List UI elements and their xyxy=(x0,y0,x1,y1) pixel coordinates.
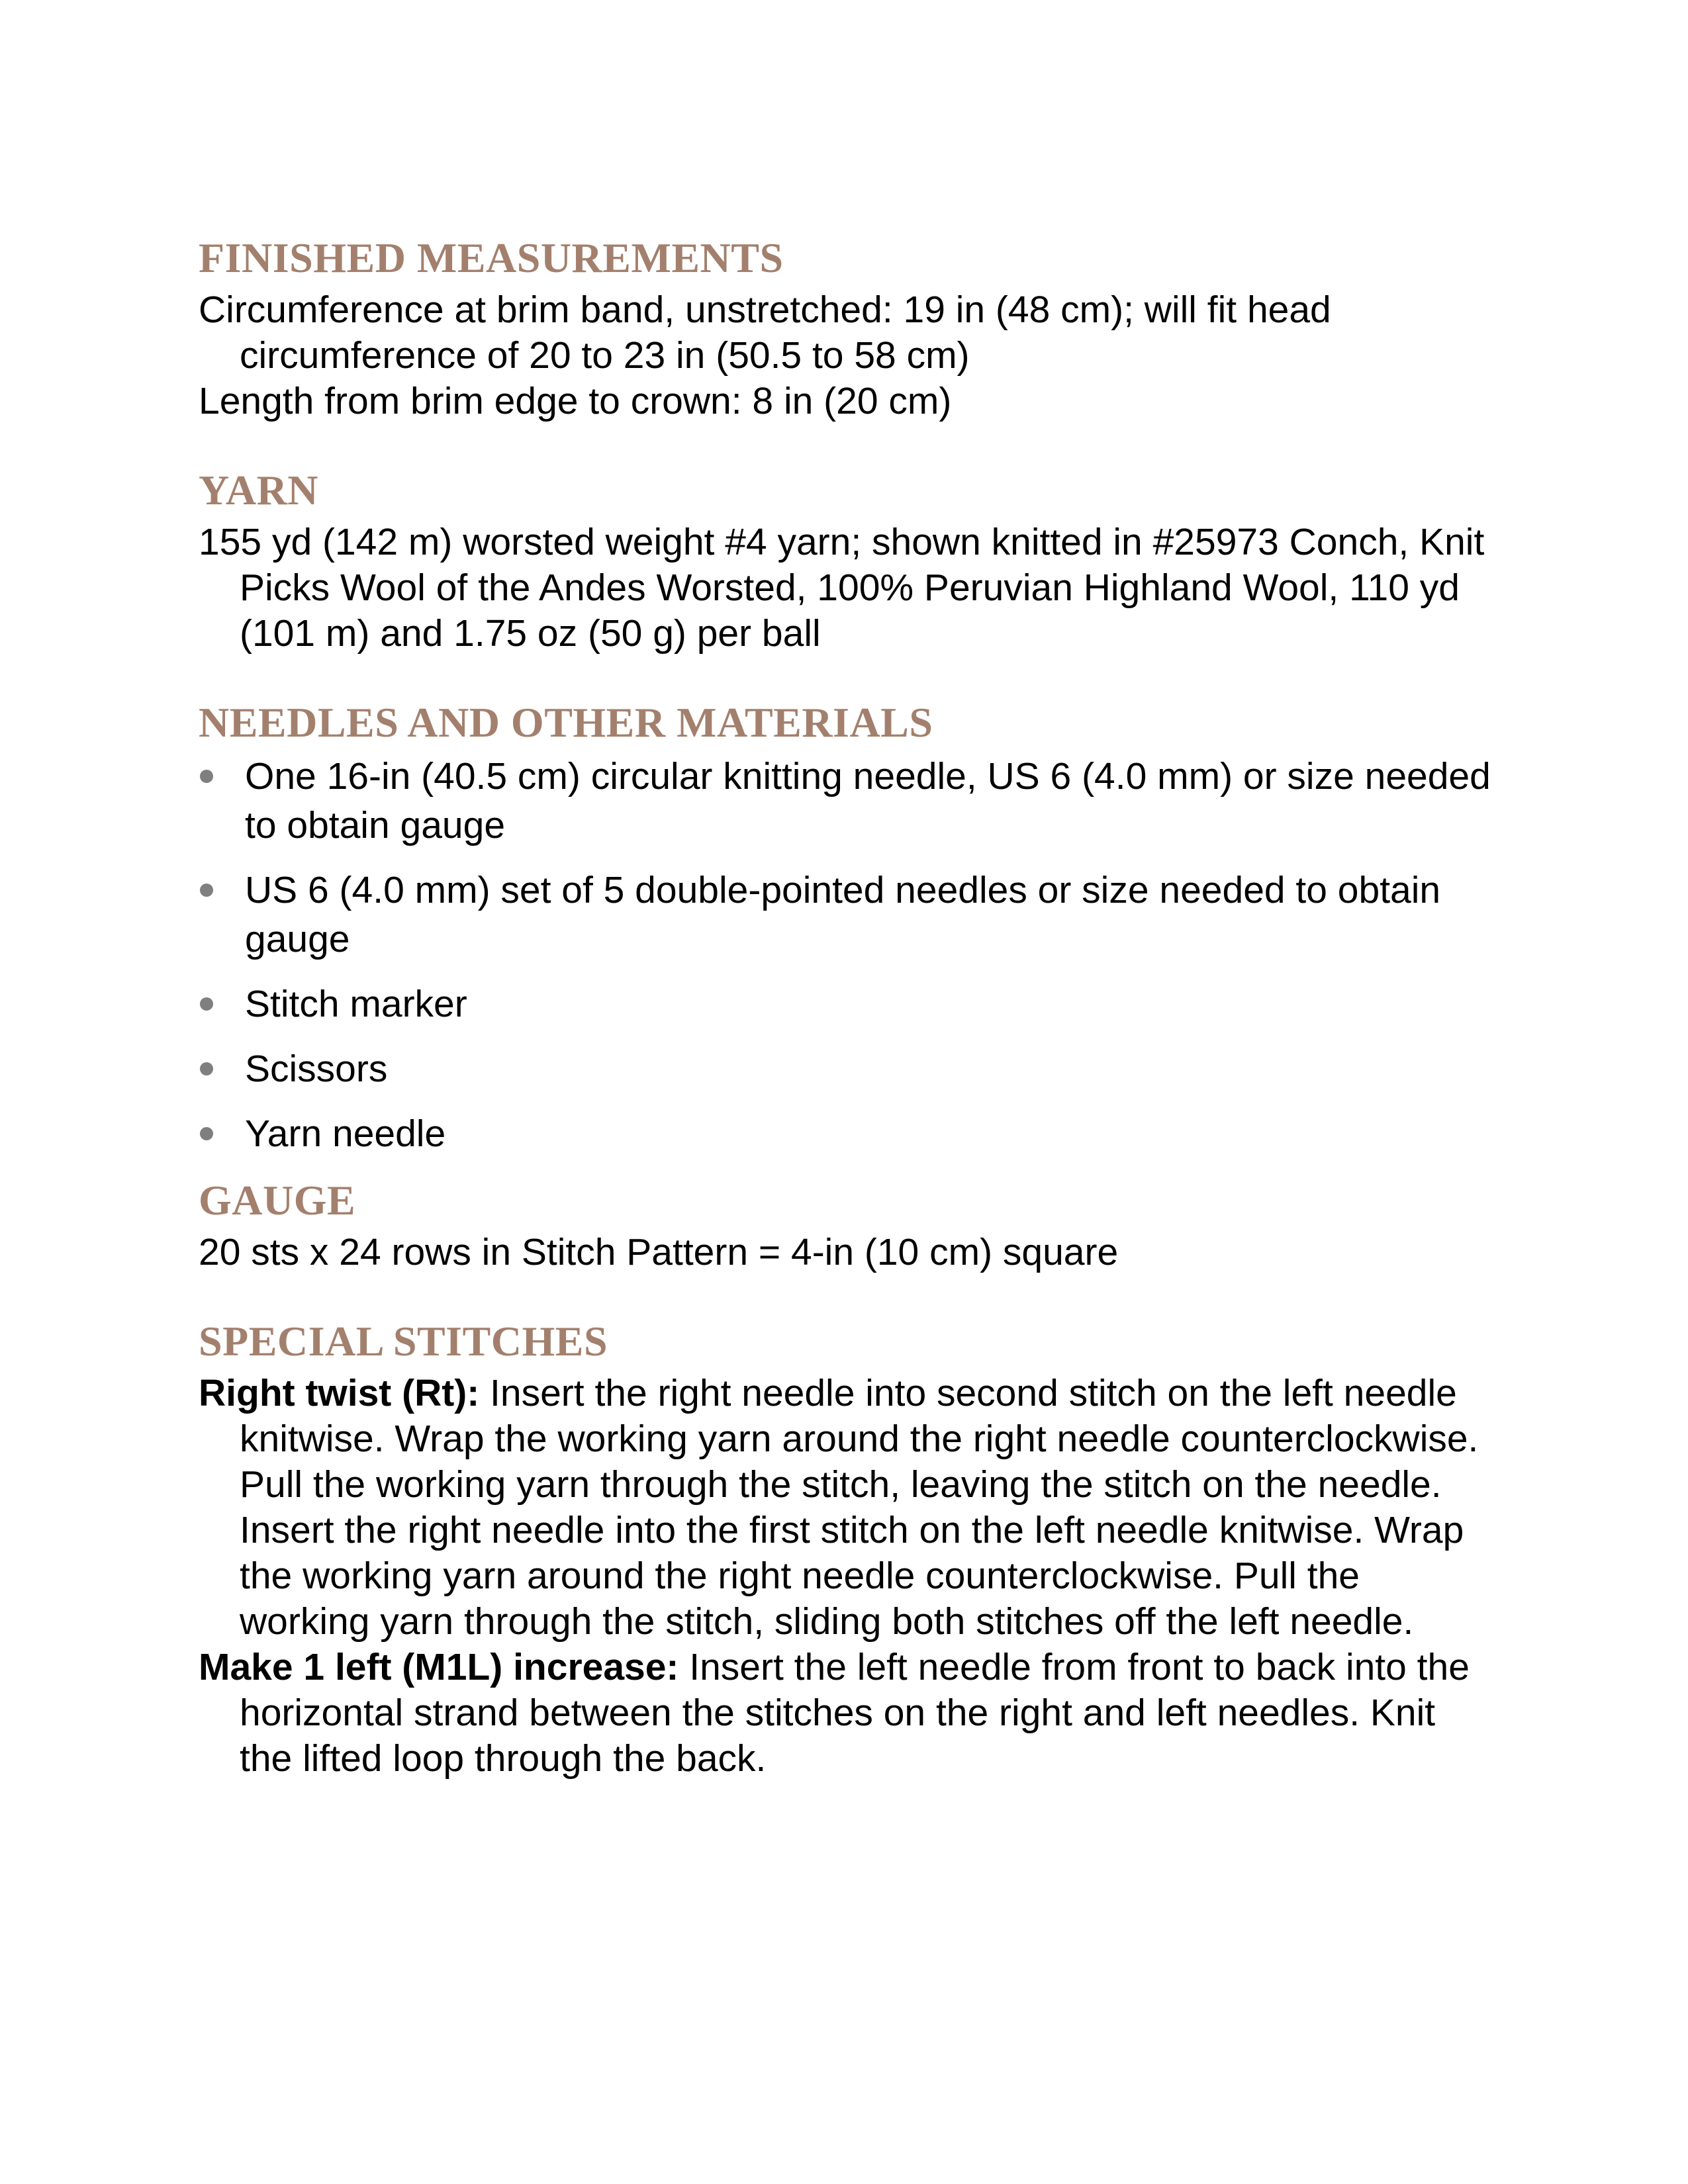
needles-heading: NEEDLES AND OTHER MATERIALS xyxy=(199,699,933,746)
length-line: Length from brim edge to crown: 8 in (20 cm) xyxy=(199,380,952,422)
list-item-text: Stitch marker xyxy=(245,983,467,1025)
stitch-definition-m1l xyxy=(199,1645,1496,1782)
stitch-term: Make 1 left (M1L) increase: xyxy=(199,1646,679,1688)
special-stitches-section xyxy=(199,1315,1496,1782)
bullet-dot-icon xyxy=(200,997,213,1011)
finished-measurements-section xyxy=(199,232,1496,424)
yarn-heading: YARN xyxy=(199,467,318,514)
list-item-text: Yarn needle xyxy=(245,1113,446,1155)
bullet-dot-icon xyxy=(200,884,213,897)
pattern-page xyxy=(199,232,1496,1782)
circumference-line: Circumference at brim band, unstretched: 19 in (48 cm); will fit head circumference of 20 to 23 in (50.5 to 58 cm) xyxy=(199,289,1331,377)
list-item xyxy=(199,752,1496,850)
bullet-dot-icon xyxy=(200,1062,213,1075)
stitch-term: Right twist (Rt): xyxy=(199,1372,480,1414)
gauge-text: 20 sts x 24 rows in Stitch Pattern = 4-in (10 cm) square xyxy=(199,1231,1119,1273)
stitch-description: Insert the right needle into second stitch on the left needle knitwise. Wrap the working yarn around the right needle counterclockwise. Pull the working yarn through the stitch, leaving the stitch on the needle. Insert the right needle into the first stitch on the left needle knitwise. Wrap the working yarn around the right needle counterclockwise. Pull the working yarn through the stitch, sliding both stitches off the left needle. xyxy=(240,1372,1479,1643)
list-item-text: US 6 (4.0 mm) set of 5 double-pointed needles or size needed to obtain gauge xyxy=(245,869,1441,960)
materials-list xyxy=(199,752,1496,1158)
bullet-dot-icon xyxy=(200,770,213,783)
gauge-section xyxy=(199,1174,1496,1275)
gauge-heading: GAUGE xyxy=(199,1177,356,1224)
stitch-description: Insert the left needle from front to back into the horizontal strand between the stitches on the right and left needles. Knit the lifted loop through the back. xyxy=(240,1646,1470,1780)
list-item xyxy=(199,1044,1496,1093)
yarn-section xyxy=(199,464,1496,657)
list-item-text: Scissors xyxy=(245,1048,388,1090)
list-item xyxy=(199,979,1496,1028)
finished-measurements-heading: FINISHED MEASUREMENTS xyxy=(199,234,784,281)
bullet-dot-icon xyxy=(200,1127,213,1140)
list-item xyxy=(199,866,1496,964)
needles-section xyxy=(199,696,1496,1158)
list-item xyxy=(199,1109,1496,1158)
stitch-definition-right-twist xyxy=(199,1371,1496,1645)
special-stitches-heading: SPECIAL STITCHES xyxy=(199,1318,608,1365)
yarn-description: 155 yd (142 m) worsted weight #4 yarn; shown knitted in #25973 Conch, Knit Picks Wool of the Andes Worsted, 100% Peruvian Highland Wool, 110 yd (101 m) and 1.75 oz (50 g) per ball xyxy=(199,521,1485,655)
list-item-text: One 16-in (40.5 cm) circular knitting needle, US 6 (4.0 mm) or size needed to obtain gauge xyxy=(245,755,1491,846)
